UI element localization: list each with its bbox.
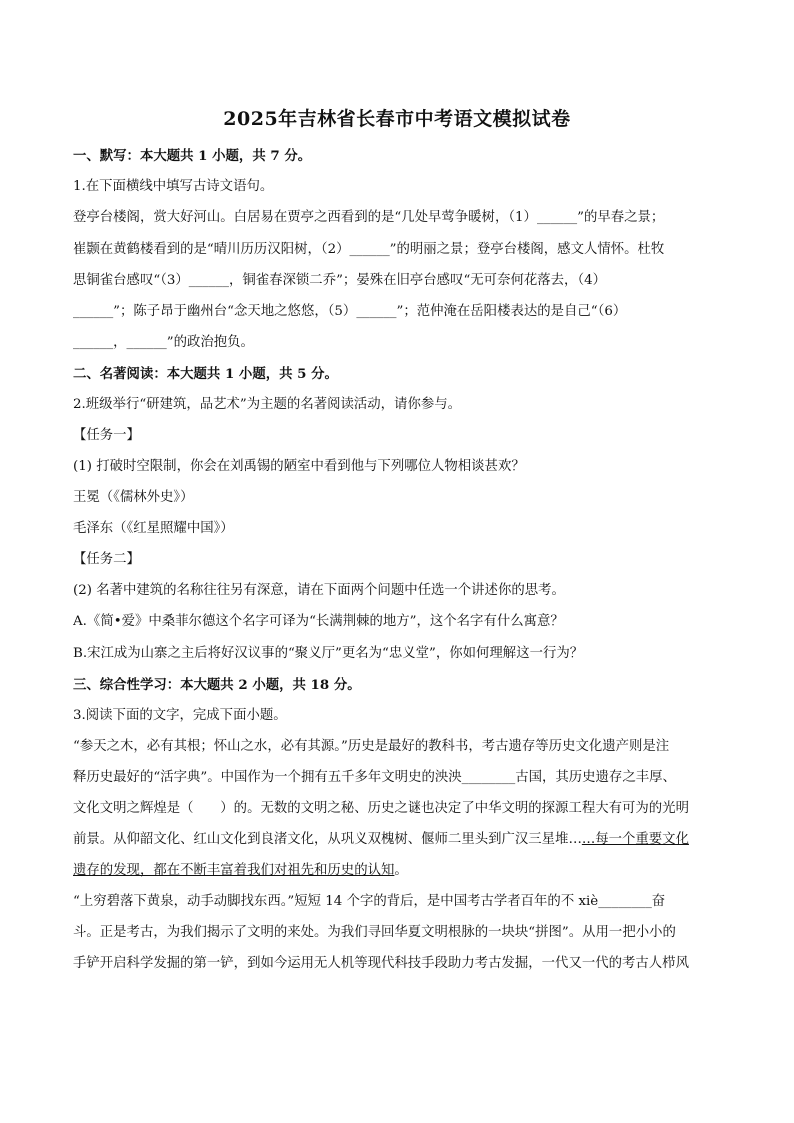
section-heading: 二、名著阅读：本大题共 1 小题，共 5 分。: [73, 366, 338, 382]
underlined-text: …每一个重要文化: [581, 832, 689, 847]
line-text: 。: [394, 863, 408, 878]
task-heading: 【任务二】: [73, 552, 140, 567]
option-line: 毛泽东（《红星照耀中国》）: [73, 521, 234, 536]
line-text: 前景。从仰韶文化、红山文化到良渚文化，从巩义双槐树、偃师二里头到广汉三星堆…: [73, 832, 582, 847]
underlined-text: 遗存的发现，都在不断丰富着我们对祖先和历史的认知: [73, 863, 395, 878]
question-text: 2.班级举行“研建筑，品艺术”为主题的名著阅读活动，请你参与。: [73, 397, 462, 412]
paragraph-line: [73, 830, 733, 850]
paragraph-line: (1) 打破时空限制，你会在刘禹锡的陋室中看到他与下列哪位人物相谈甚欢？: [73, 459, 525, 474]
option-line: 王冕（《儒林外史》）: [73, 490, 194, 505]
section-heading: 三、综合性学习：本大题共 2 小题，共 18 分。: [73, 677, 361, 693]
paragraph-line: “参天之木，必有其根；怀山之水，必有其源。”历史是最好的教科书，考古遗存等历史文化遗产则是注: [73, 739, 670, 754]
paragraph-line: 手铲开启科学发掘的第一铲，到如今运用无人机等现代科技手段助力考古发掘，一代又一代的考古人栉风: [73, 956, 689, 971]
section-heading: 一、默写：本大题共 1 小题，共 7 分。: [73, 148, 312, 164]
paragraph-line: “上穷碧落下黄泉，动手动脚找东西。”短短 14 个字的背后，是中国考古学者百年的不 xiè________奋: [73, 894, 666, 909]
question-text: 1.在下面横线中填写古诗文语句。: [73, 179, 274, 194]
paragraph-line: 登亭台楼阁，赏大好河山。白居易在贾亭之西看到的是“几处早莺争暖树，（1）______”的早春之景；: [73, 210, 665, 225]
paragraph-line: (2) 名著中建筑的名称往往另有深意，请在下面两个问题中任选一个讲述你的思考。: [73, 583, 565, 598]
question-text: 3.阅读下面的文字，完成下面小题。: [73, 708, 287, 723]
paragraph-line: [73, 861, 733, 881]
task-heading: 【任务一】: [73, 428, 140, 443]
option-line: B.宋江成为山寨之主后将好汉议事的“聚义厅”更名为“忠义堂”，你如何理解这一行为？: [73, 646, 584, 661]
paragraph-line: 斗。正是考古，为我们揭示了文明的来处。为我们寻回华夏文明根脉的一块块“拼图”。从用一把小小的: [73, 925, 676, 940]
paragraph-line: 思铜雀台感叹“（3）______，铜雀春深锁二乔”；晏殊在旧亭台感叹“无可奈何花落去，（4）: [73, 273, 607, 288]
page-title: 2025年吉林省长春市中考语文模拟试卷: [223, 108, 571, 130]
paragraph-line: 文化文明之辉煌是（ ）的。无数的文明之秘、历史之谜也决定了中华文明的探源工程大有可为的光明: [73, 801, 689, 816]
paragraph-line: ______，______”的政治抱负。: [73, 335, 254, 350]
option-line: A.《简•爱》中桑菲尔德这个名字可译为“长满荆棘的地方”，这个名字有什么寓意？: [73, 614, 564, 629]
paragraph-line: 崔颢在黄鹤楼看到的是“晴川历历汉阳树，（2）______”的明丽之景；登亭台楼阁，感文人情怀。杜牧: [73, 242, 665, 257]
paragraph-line: ______”；陈子昂于幽州台“念天地之悠悠，（5）______”；范仲淹在岳阳楼表达的是自己“（6）: [73, 304, 627, 319]
paragraph-line: 释历史最好的“活字典”。中国作为一个拥有五千多年文明史的泱泱________古国，其历史遗存之丰厚、: [73, 770, 676, 785]
